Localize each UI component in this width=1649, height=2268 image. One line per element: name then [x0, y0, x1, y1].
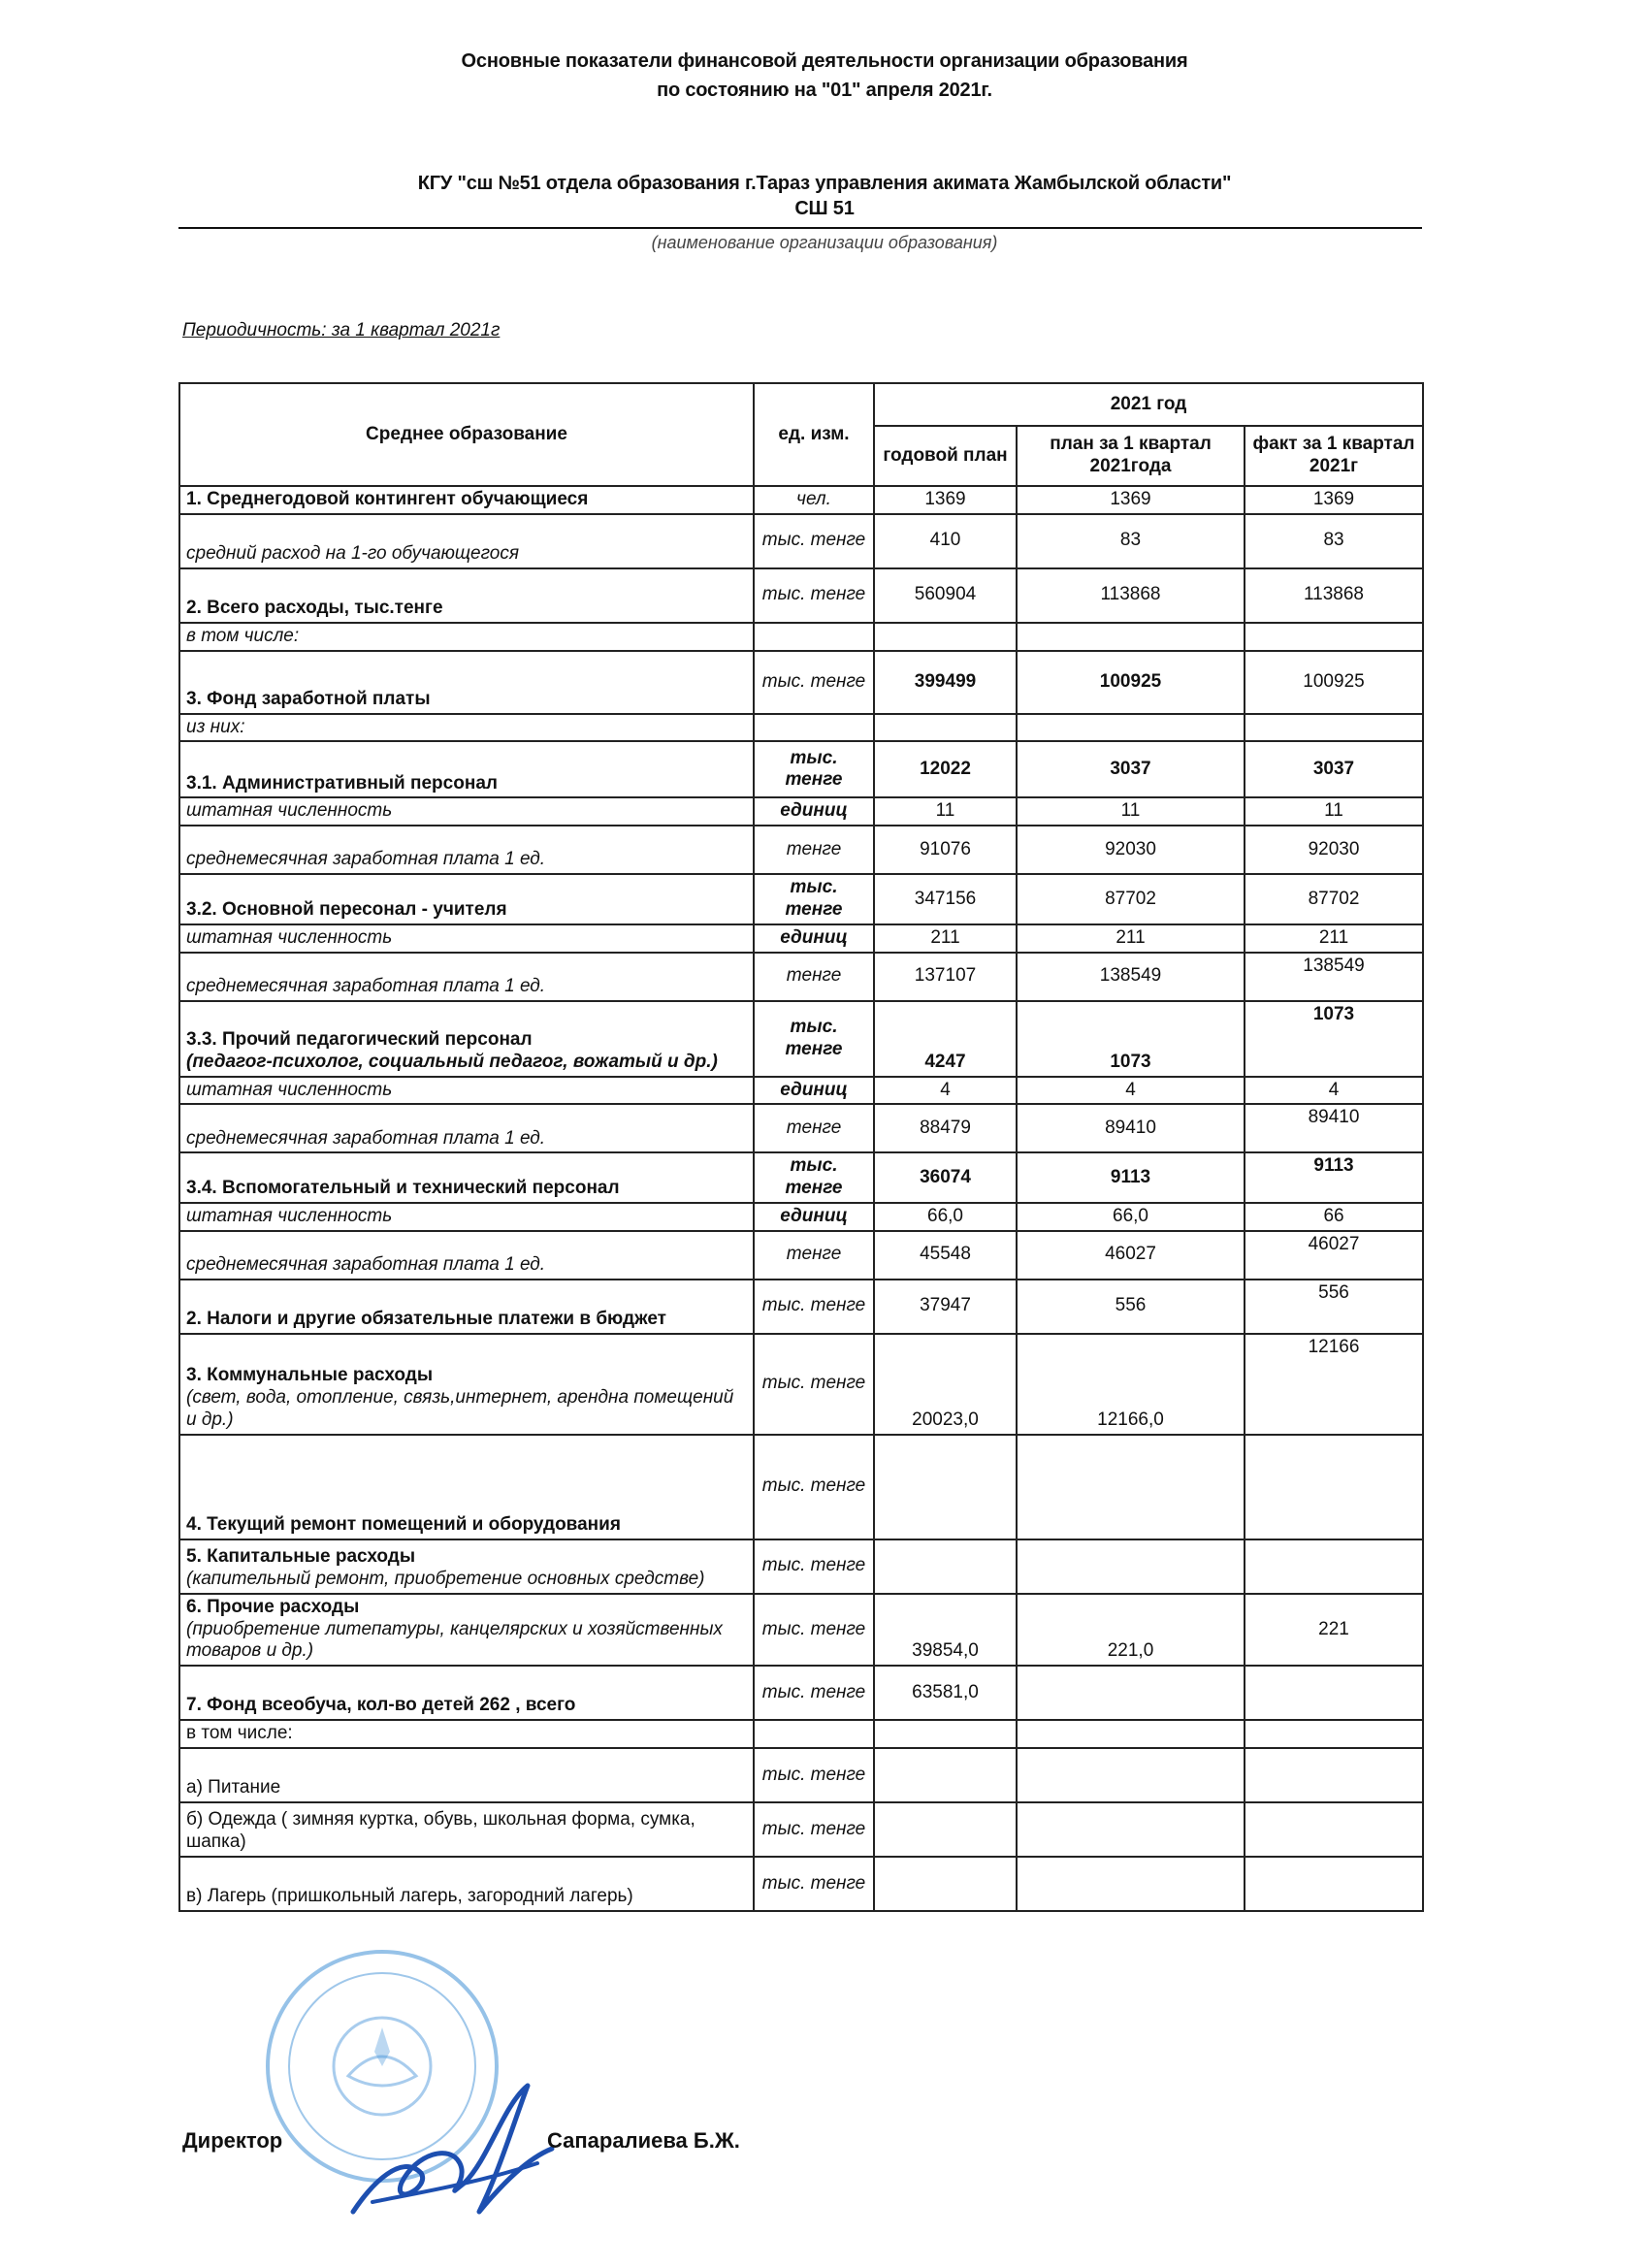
cell-plan: 12022 — [874, 741, 1017, 797]
row-label — [179, 1203, 754, 1231]
cell-qplan: 46027 — [1017, 1231, 1245, 1280]
header-annual-plan: годовой план — [874, 426, 1017, 486]
cell-plan: 36074 — [874, 1152, 1017, 1203]
row-label — [179, 924, 754, 953]
row-unit: тыс. тенге — [754, 1334, 874, 1435]
row-label-text: 6. Прочие расходы — [186, 1596, 360, 1617]
table-row — [179, 1435, 1423, 1539]
row-label-text: 3.3. Прочий педагогический персонал — [186, 1028, 533, 1050]
table-row — [179, 514, 1423, 568]
row-unit: единиц — [754, 1203, 874, 1231]
row-label — [179, 651, 754, 714]
row-label — [179, 826, 754, 874]
row-label — [179, 1077, 754, 1105]
cell-plan: 1369 — [874, 486, 1017, 514]
row-label — [179, 1231, 754, 1280]
table-row — [179, 924, 1423, 953]
row-unit: тыс. тенге — [754, 1280, 874, 1334]
row-unit: тыс. тенге — [754, 741, 874, 797]
table-row — [179, 714, 1423, 742]
table-row — [179, 623, 1423, 651]
row-label-text: штатная численность — [186, 800, 393, 822]
org-caption: (наименование организации образования) — [651, 233, 998, 252]
table-row — [179, 1231, 1423, 1280]
row-unit: тенге — [754, 1231, 874, 1280]
row-label-text: 5. Капитальные расходы — [186, 1546, 416, 1568]
cell-qfact: 92030 — [1245, 826, 1423, 874]
cell-plan: 211 — [874, 924, 1017, 953]
director-label: Директор — [182, 2128, 283, 2153]
org-underline — [178, 227, 1422, 229]
cell-qfact: 138549 — [1245, 953, 1423, 1001]
row-label — [179, 514, 754, 568]
table-row — [179, 826, 1423, 874]
cell-plan — [874, 714, 1017, 742]
cell-qplan: 87702 — [1017, 874, 1245, 924]
row-label — [179, 874, 754, 924]
table-row — [179, 1104, 1423, 1152]
table-row — [179, 1666, 1423, 1720]
row-unit: тыс. тенге — [754, 1435, 874, 1539]
cell-qfact — [1245, 1666, 1423, 1720]
cell-qfact — [1245, 1857, 1423, 1911]
cell-qplan: 3037 — [1017, 741, 1245, 797]
row-label-text: в том числе: — [186, 625, 300, 646]
row-label-text: 7. Фонд всеобуча, кол-во детей 262 , всего — [186, 1695, 576, 1716]
row-unit: тенге — [754, 953, 874, 1001]
cell-qfact: 100925 — [1245, 651, 1423, 714]
cell-qfact: 556 — [1245, 1280, 1423, 1334]
table-row — [179, 1203, 1423, 1231]
cell-qfact: 1073 — [1245, 1001, 1423, 1077]
row-label-text: среднемесячная заработная плата 1 ед. — [186, 975, 546, 996]
row-unit: тенге — [754, 826, 874, 874]
row-label — [179, 486, 754, 514]
row-unit — [754, 623, 874, 651]
row-unit: тыс. тенге — [754, 514, 874, 568]
cell-qplan: 83 — [1017, 514, 1245, 568]
row-label-text: 2. Всего расходы, тыс.тенге — [186, 598, 443, 618]
row-label-text: 3.4. Вспомогательный и технический персонал — [186, 1178, 620, 1199]
cell-qplan — [1017, 623, 1245, 651]
cell-qfact: 3037 — [1245, 741, 1423, 797]
row-label — [179, 1104, 754, 1152]
cell-qplan — [1017, 1857, 1245, 1911]
cell-qplan: 1073 — [1017, 1001, 1245, 1077]
row-unit: тыс. тенге — [754, 1594, 874, 1666]
cell-qplan: 211 — [1017, 924, 1245, 953]
cell-qfact — [1245, 1720, 1423, 1748]
table-row — [179, 1001, 1423, 1077]
cell-plan — [874, 1539, 1017, 1594]
cell-qplan: 556 — [1017, 1280, 1245, 1334]
cell-qfact — [1245, 1435, 1423, 1539]
row-label — [179, 1334, 754, 1435]
row-unit: тыс. тенге — [754, 1152, 874, 1203]
row-label — [179, 1539, 754, 1594]
cell-qfact — [1245, 1802, 1423, 1857]
row-label-text: штатная численность — [186, 1205, 393, 1226]
cell-qplan: 66,0 — [1017, 1203, 1245, 1231]
table-row — [179, 1077, 1423, 1105]
row-label — [179, 953, 754, 1001]
row-unit: единиц — [754, 797, 874, 826]
cell-plan — [874, 623, 1017, 651]
cell-plan: 63581,0 — [874, 1666, 1017, 1720]
row-label — [179, 714, 754, 742]
cell-qplan: 11 — [1017, 797, 1245, 826]
cell-qplan — [1017, 1539, 1245, 1594]
cell-plan — [874, 1857, 1017, 1911]
row-label — [179, 623, 754, 651]
table-row — [179, 1802, 1423, 1857]
row-label-text: 4. Текущий ремонт помещений и оборудования — [186, 1513, 621, 1535]
cell-plan: 45548 — [874, 1231, 1017, 1280]
cell-qplan: 100925 — [1017, 651, 1245, 714]
row-sublabel: (приобретение литепатуры, канцелярских и хозяйственных товаров и др.) — [186, 1618, 723, 1662]
cell-qplan — [1017, 1748, 1245, 1802]
cell-qplan: 9113 — [1017, 1152, 1245, 1203]
row-label-text: а) Питание — [186, 1777, 281, 1798]
cell-qfact: 4 — [1245, 1077, 1423, 1105]
row-sublabel: (педагог-психолог, социальный педагог, вожатый и др.) — [186, 1051, 718, 1072]
row-label — [179, 1280, 754, 1334]
row-label-text: среднемесячная заработная плата 1 ед. — [186, 1253, 546, 1275]
row-label — [179, 1802, 754, 1857]
row-label — [179, 568, 754, 623]
cell-qfact: 46027 — [1245, 1231, 1423, 1280]
cell-qplan: 221,0 — [1017, 1594, 1245, 1666]
cell-qplan — [1017, 1666, 1245, 1720]
row-unit: тыс. тенге — [754, 1539, 874, 1594]
table-row — [179, 1748, 1423, 1802]
row-label — [179, 1152, 754, 1203]
cell-qplan: 138549 — [1017, 953, 1245, 1001]
cell-plan: 37947 — [874, 1280, 1017, 1334]
row-label-text: средний расход на 1-го обучающегося — [186, 543, 519, 564]
row-label-text: 2. Налоги и другие обязательные платежи в бюджет — [186, 1308, 666, 1329]
cell-qfact: 12166 — [1245, 1334, 1423, 1435]
doc-title-line1: Основные показатели финансовой деятельности организации образования — [461, 50, 1188, 72]
row-label-text: 3. Фонд заработной платы — [186, 688, 431, 709]
signature-icon — [334, 2066, 566, 2231]
table-row — [179, 953, 1423, 1001]
row-label-text: 1. Среднегодовой контингент обучающиеся — [186, 489, 589, 509]
cell-plan: 410 — [874, 514, 1017, 568]
table-row — [179, 1594, 1423, 1666]
cell-plan — [874, 1802, 1017, 1857]
periodicity: Периодичность: за 1 квартал 2021г — [182, 320, 501, 340]
table-row — [179, 797, 1423, 826]
table-row — [179, 486, 1423, 514]
row-unit: тыс. тенге — [754, 1748, 874, 1802]
cell-qplan — [1017, 714, 1245, 742]
row-sublabel: (капительный ремонт, приобретение основных средстве) — [186, 1568, 705, 1589]
row-label — [179, 1748, 754, 1802]
table-row — [179, 1152, 1423, 1203]
row-label-text: в том числе: — [186, 1723, 293, 1744]
row-label — [179, 797, 754, 826]
row-label — [179, 1001, 754, 1077]
header-unit: ед. изм. — [754, 383, 874, 486]
cell-plan: 4247 — [874, 1001, 1017, 1077]
cell-qfact: 9113 — [1245, 1152, 1423, 1203]
row-label-text: из них: — [186, 716, 245, 737]
cell-plan: 88479 — [874, 1104, 1017, 1152]
row-unit: тыс. тенге — [754, 651, 874, 714]
cell-qplan — [1017, 1802, 1245, 1857]
cell-qfact: 89410 — [1245, 1104, 1423, 1152]
row-label — [179, 1435, 754, 1539]
header-name: Среднее образование — [179, 383, 754, 486]
cell-plan: 20023,0 — [874, 1334, 1017, 1435]
cell-plan: 11 — [874, 797, 1017, 826]
cell-qplan — [1017, 1435, 1245, 1539]
row-unit — [754, 714, 874, 742]
cell-qfact — [1245, 1748, 1423, 1802]
header-quarter-plan: план за 1 квартал 2021года — [1017, 426, 1245, 486]
row-unit: тыс. тенге — [754, 1666, 874, 1720]
row-label-text: среднемесячная заработная плата 1 ед. — [186, 1127, 546, 1149]
row-unit: тыс. тенге — [754, 1001, 874, 1077]
row-unit: тыс. тенге — [754, 1857, 874, 1911]
cell-plan: 560904 — [874, 568, 1017, 623]
cell-qplan: 12166,0 — [1017, 1334, 1245, 1435]
row-unit: тыс. тенге — [754, 568, 874, 623]
doc-title-line2: по состоянию на "01" апреля 2021г. — [657, 80, 992, 101]
cell-plan — [874, 1720, 1017, 1748]
cell-plan: 399499 — [874, 651, 1017, 714]
cell-plan: 4 — [874, 1077, 1017, 1105]
signature-block — [178, 2086, 1422, 2251]
table-row — [179, 741, 1423, 797]
director-name: Сапаралиева Б.Ж. — [547, 2128, 740, 2153]
row-unit: тыс. тенге — [754, 1802, 874, 1857]
cell-qplan: 113868 — [1017, 568, 1245, 623]
cell-qfact: 87702 — [1245, 874, 1423, 924]
row-label-text: 3.1. Административный персонал — [186, 772, 498, 794]
row-label-text: 3. Коммунальные расходы — [186, 1365, 434, 1386]
table-row — [179, 568, 1423, 623]
cell-qfact: 211 — [1245, 924, 1423, 953]
org-name: КГУ "сш №51 отдела образования г.Тараз управления акимата Жамбылской области" — [417, 173, 1232, 194]
table-row — [179, 1539, 1423, 1594]
cell-plan — [874, 1748, 1017, 1802]
cell-qfact — [1245, 1539, 1423, 1594]
cell-plan: 91076 — [874, 826, 1017, 874]
cell-qplan: 89410 — [1017, 1104, 1245, 1152]
finance-table — [178, 382, 1424, 1912]
table-row — [179, 1720, 1423, 1748]
cell-qfact — [1245, 714, 1423, 742]
cell-plan — [874, 1435, 1017, 1539]
row-unit: единиц — [754, 1077, 874, 1105]
cell-qfact: 1369 — [1245, 486, 1423, 514]
cell-qplan: 1369 — [1017, 486, 1245, 514]
row-label — [179, 1666, 754, 1720]
cell-qfact: 66 — [1245, 1203, 1423, 1231]
cell-plan: 66,0 — [874, 1203, 1017, 1231]
cell-qfact: 221 — [1245, 1594, 1423, 1666]
table-row — [179, 651, 1423, 714]
cell-qfact: 113868 — [1245, 568, 1423, 623]
row-label — [179, 1720, 754, 1748]
row-label-text: штатная численность — [186, 926, 393, 948]
cell-qplan: 4 — [1017, 1077, 1245, 1105]
row-unit: единиц — [754, 924, 874, 953]
row-label-text: б) Одежда ( зимняя куртка, обувь, школьная форма, сумка, шапка) — [186, 1809, 695, 1853]
org-short-name: СШ 51 — [794, 198, 855, 219]
cell-qfact — [1245, 623, 1423, 651]
cell-plan: 39854,0 — [874, 1594, 1017, 1666]
cell-plan: 347156 — [874, 874, 1017, 924]
row-label — [179, 741, 754, 797]
row-unit: чел. — [754, 486, 874, 514]
table-row — [179, 874, 1423, 924]
row-unit: тыс. тенге — [754, 874, 874, 924]
row-label-text: 3.2. Основной пересонал - учителя — [186, 898, 507, 920]
row-sublabel: (свет, вода, отопление, связь,интернет, арендна помещений и др.) — [186, 1387, 734, 1430]
table-row — [179, 1857, 1423, 1911]
cell-qplan: 92030 — [1017, 826, 1245, 874]
header-quarter-fact: факт за 1 квартал 2021г — [1245, 426, 1423, 486]
row-label — [179, 1594, 754, 1666]
row-unit — [754, 1720, 874, 1748]
cell-plan: 137107 — [874, 953, 1017, 1001]
row-label — [179, 1857, 754, 1911]
header-year: 2021 год — [874, 383, 1423, 426]
row-label-text: среднемесячная заработная плата 1 ед. — [186, 849, 546, 870]
cell-qfact: 11 — [1245, 797, 1423, 826]
row-label-text: в) Лагерь (пришкольный лагерь, загородний лагерь) — [186, 1886, 633, 1907]
row-label-text: штатная численность — [186, 1079, 393, 1100]
cell-qfact: 83 — [1245, 514, 1423, 568]
table-row — [179, 1280, 1423, 1334]
row-unit: тенге — [754, 1104, 874, 1152]
cell-qplan — [1017, 1720, 1245, 1748]
table-row — [179, 1334, 1423, 1435]
